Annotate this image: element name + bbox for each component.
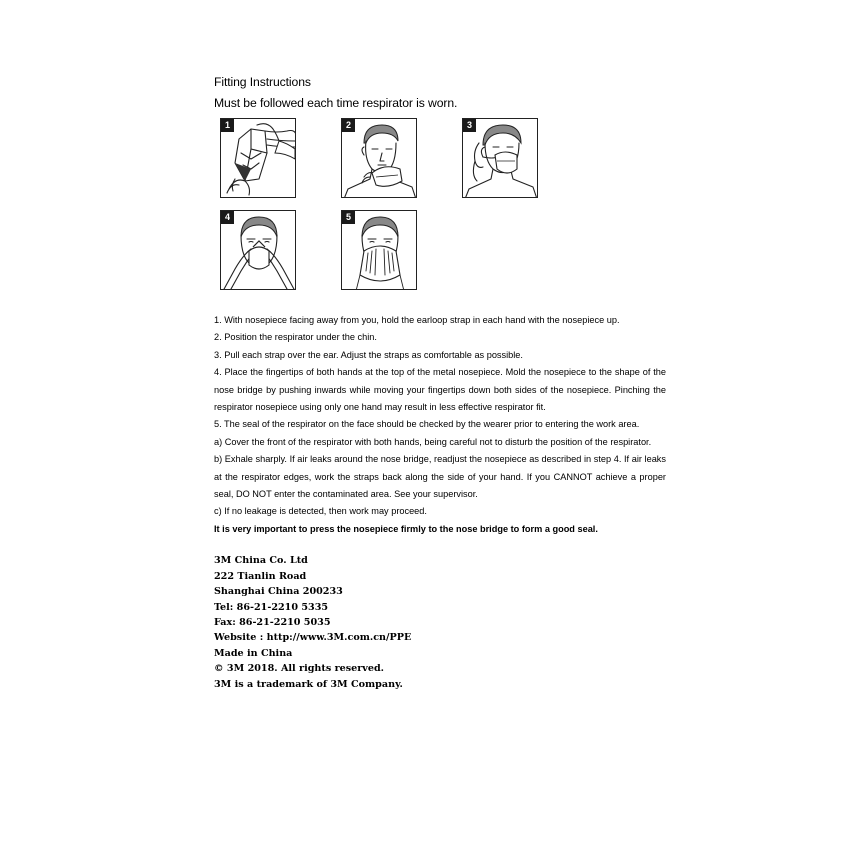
figure-number: 5 <box>342 211 355 224</box>
company-website: Website : http://www.3M.com.cn/PPE <box>214 632 412 644</box>
instruction-step: 4. Place the fingertips of both hands at the top of the metal nosepiece. Mold the nosepiece to the shape of the nose bridge by pushing inwards while moving your fingertips down both sides of the nosepiece. Pinching the respirator nosepiece using only one hand may result in less effective respirator fit. <box>214 367 666 413</box>
trademark: 3M is a trademark of 3M Company. <box>214 678 403 690</box>
company-city: Shanghai China 200233 <box>214 586 343 598</box>
company-address: 222 Tianlin Road <box>214 570 307 582</box>
seal-warning: It is very important to press the nosepiece firmly to the nose bridge to form a good seal. <box>214 523 598 534</box>
instruction-step: 3. Pull each strap over the ear. Adjust the straps as comfortable as possible. <box>214 349 523 360</box>
made-in: Made in China <box>214 647 293 659</box>
instruction-step: b) Exhale sharply. If air leaks around the nose bridge, readjust the nosepiece as described in step 4. If air leaks at the respirator edges, work the straps back along the side of your hand. If you CANNOT achieve a proper seal, DO NOT enter the contaminated area. See your supervisor. <box>214 454 666 500</box>
instruction-step: 2. Position the respirator under the chin. <box>214 332 377 343</box>
instruction-step: c) If no leakage is detected, then work may proceed. <box>214 506 427 517</box>
instruction-step: a) Cover the front of the respirator with both hands, being careful not to disturb the position of the respirator. <box>214 436 652 447</box>
figure-number: 1 <box>221 119 234 132</box>
figure-number: 3 <box>463 119 476 132</box>
figure-number: 2 <box>342 119 355 132</box>
company-tel: Tel: 86-21-2210 5335 <box>214 601 329 613</box>
figure-number: 4 <box>221 211 234 224</box>
figure-2 <box>341 118 417 198</box>
fitting-instructions-document <box>214 74 666 692</box>
figure-1 <box>220 118 296 198</box>
contact-block <box>214 553 666 692</box>
figure-4 <box>220 210 296 290</box>
instruction-step: 1. With nosepiece facing away from you, hold the earloop strap in each hand with the nosepiece up. <box>214 315 620 325</box>
figure-5 <box>341 210 417 290</box>
copyright: © 3M 2018. All rights reserved. <box>214 663 385 675</box>
company-fax: Fax: 86-21-2210 5035 <box>214 616 331 628</box>
figure-3 <box>462 118 538 198</box>
page-subtitle: Must be followed each time respirator is worn. <box>214 96 458 110</box>
company-name: 3M China Co. Ltd <box>214 555 308 567</box>
instruction-steps <box>214 312 666 538</box>
fitting-figures <box>214 118 666 300</box>
page-title: Fitting Instructions <box>214 75 311 89</box>
instruction-step: 5. The seal of the respirator on the face should be checked by the wearer prior to entering the work area. <box>214 419 640 430</box>
